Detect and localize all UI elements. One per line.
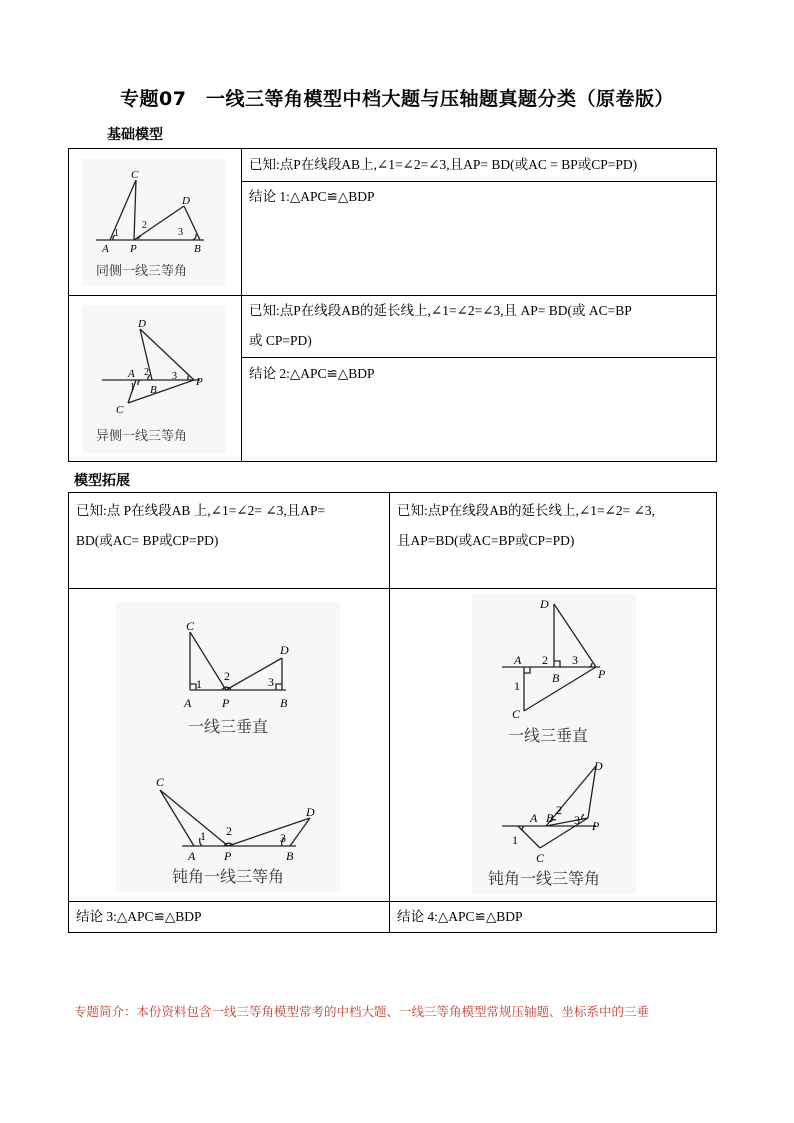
label-3: 3: [172, 371, 177, 382]
extend-left-given-1: 已知:点 P在线段AB 上,∠1=∠2= ∠3,且AP=: [76, 503, 326, 518]
label-D: D: [280, 643, 289, 657]
label-A: A: [188, 849, 196, 863]
label-2: 2: [542, 653, 548, 667]
label-C: C: [116, 404, 124, 416]
label-P: P: [592, 819, 600, 833]
label-3: 3: [178, 227, 183, 238]
label-P: P: [130, 243, 137, 255]
label-B: B: [280, 696, 288, 710]
basic-row1-given: 已知:点P在线段AB上,∠1=∠2=∠3,且AP= BD(或AC = BP或CP=PD): [249, 157, 638, 172]
extend-left-given-2: BD(或AC= BP或CP=PD): [76, 533, 219, 548]
label-2: 2: [142, 220, 147, 231]
label-2: 2: [556, 803, 562, 817]
label-1: 1: [512, 833, 518, 847]
caption-same-side: 同侧一线三等角: [96, 264, 188, 279]
label-A: A: [530, 811, 538, 825]
label-1: 1: [114, 228, 119, 239]
label-P: P: [224, 849, 232, 863]
label-B: B: [150, 384, 157, 396]
label-2: 2: [144, 367, 149, 378]
basic-row1-conclusion: 结论 1:△APC≌△BDP: [249, 189, 375, 204]
label-C: C: [512, 707, 521, 721]
label-B: B: [552, 671, 560, 685]
basic-row2-given-1: 已知:点P在线段AB的延长线上,∠1=∠2=∠3,且 AP= BD(或 AC=BP: [249, 303, 632, 318]
figure-opposite-side: [82, 305, 226, 453]
extend-right-given-2: 且AP=BD(或AC=BP或CP=PD): [397, 533, 575, 548]
label-D: D: [138, 318, 146, 330]
label-A: A: [184, 696, 192, 710]
label-D: D: [306, 805, 315, 819]
label-B: B: [194, 243, 201, 255]
extend-right-conclusion: 结论 4:△APC≌△BDP: [397, 909, 523, 924]
label-3: 3: [268, 675, 274, 689]
label-A: A: [514, 653, 522, 667]
caption-right-obtuse: 钝角一线三等角: [488, 869, 601, 888]
section-extend-heading: 模型拓展: [74, 473, 130, 489]
label-1: 1: [130, 382, 135, 393]
caption-right-perpendicular: 一线三垂直: [508, 726, 589, 745]
topic-intro: 专题简介：本份资料包含一线三等角模型常考的中档大题、一线三等角模型常规压轴题、坐标系中的三垂: [74, 1004, 650, 1019]
label-C: C: [156, 775, 165, 789]
label-D: D: [182, 195, 190, 207]
page-title: 专题07 一线三等角模型中档大题与压轴题真题分类（原卷版）: [120, 88, 674, 110]
label-1: 1: [514, 679, 520, 693]
label-P: P: [222, 696, 230, 710]
label-C: C: [186, 619, 195, 633]
label-P: P: [598, 667, 606, 681]
figure-right-models: [472, 594, 636, 894]
basic-row2-given-2: 或 CP=PD): [249, 333, 312, 348]
label-B: B: [546, 811, 554, 825]
label-D: D: [594, 759, 603, 773]
extend-right-given-1: 已知:点P在线段AB的延长线上,∠1=∠2= ∠3,: [397, 503, 656, 518]
figure-left-models: [116, 602, 340, 892]
label-C: C: [536, 851, 545, 865]
extend-left-conclusion: 结论 3:△APC≌△BDP: [76, 909, 202, 924]
caption-opposite-side: 异侧一线三等角: [96, 429, 188, 444]
label-D: D: [540, 597, 549, 611]
label-A: A: [128, 368, 135, 380]
label-2: 2: [224, 669, 230, 683]
caption-left-obtuse: 钝角一线三等角: [172, 867, 285, 886]
figure-same-side: [82, 158, 226, 286]
label-P: P: [196, 376, 203, 388]
basic-row2-conclusion: 结论 2:△APC≌△BDP: [249, 366, 375, 381]
caption-left-perpendicular: 一线三垂直: [188, 717, 269, 736]
label-1: 1: [196, 677, 202, 691]
label-C: C: [131, 169, 139, 181]
label-A: A: [102, 243, 109, 255]
section-basic-heading: 基础模型: [107, 127, 163, 143]
label-B: B: [286, 849, 294, 863]
label-3: 3: [280, 831, 286, 845]
label-1: 1: [200, 829, 206, 843]
label-3: 3: [572, 653, 578, 667]
label-3: 3: [574, 813, 580, 827]
label-2: 2: [226, 824, 232, 838]
